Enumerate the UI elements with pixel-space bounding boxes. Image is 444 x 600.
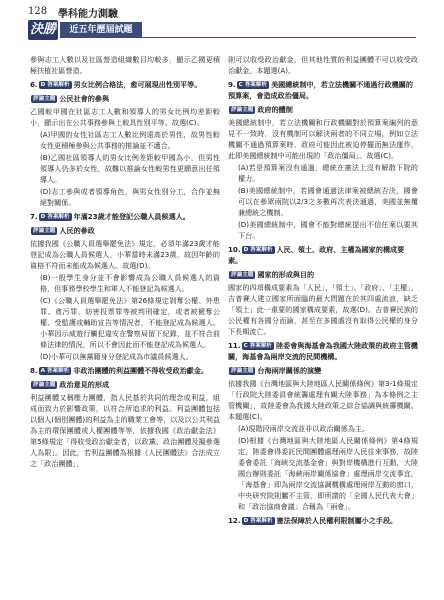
question-summary: 政府的體制: [257, 105, 293, 114]
question-number: 10.: [228, 245, 241, 254]
question-summary: 台海兩岸關係的演變: [257, 366, 322, 375]
answer-badge: 評論主題: [231, 107, 254, 113]
question-heading: [228, 515, 418, 526]
question-summary: 公民社會的參與: [59, 94, 110, 103]
option-explanation: (A)若是預算案沒有通過，總統在憲法上沒有解散下院的權力。: [238, 163, 418, 183]
question-heading: [30, 365, 220, 376]
subject-title: 學科能力測驗: [58, 9, 118, 20]
paragraph: 參與志工人數以及社區營造組織數目均較多，顯示乙國更積極扶植社區營造。: [30, 55, 220, 75]
series-banner: 近五年歷屆試題: [60, 22, 142, 38]
page-number: 128: [28, 6, 48, 17]
question-summary: 人民的參政: [59, 226, 95, 235]
question-heading: [228, 269, 418, 280]
answer-badge: 評論主題: [33, 382, 56, 388]
paragraph: 則可以收受政治獻金，但其他性質的利益團體不可以收受政治獻金。本題選(A)。: [228, 55, 418, 75]
answer-badge: 評論主題: [231, 368, 254, 374]
answer-badge: C 答案解析: [238, 82, 268, 88]
option-explanation: (D)美國總統制中，國會不能對總統提出不信任案以要其下台。: [238, 220, 418, 240]
question-summary: 年滿23歲才能登記公職人員候選人。: [73, 212, 190, 221]
answer-badge: A 答案解析: [40, 368, 70, 374]
answer-badge: 評論主題: [33, 228, 56, 234]
question-summary: 非政治團體的利益團體不得收受政治獻金。: [73, 366, 209, 375]
question-summary: 美國總統制中，若立法機關不通過行政機關的預算案，會造成政治僵局。: [228, 80, 413, 100]
question-heading: [30, 93, 220, 104]
question-heading: [228, 104, 418, 115]
option-explanation: (D)小華可以無黨籍身分登記成為市議員候選人。: [40, 352, 193, 361]
question-heading: [228, 340, 418, 362]
paragraph: 依據我國《公職人員選舉罷免法》規定，必須年滿23歲才能登記成為公職人員候選人，小華當時未滿23歲，故因年齡的資格不符而未能成為候選人。故選(D)。: [30, 239, 220, 270]
option-explanation: (D)根據《台灣地區與大陸地區人民關係條例》第4條規定，陸委會得委託民間團體處理兩岸人民往來事務，故陸委會委託「海峽交流基金會」與對岸機構進行互動，大陸國台辦則委託「海峽兩岸關係協會」處理兩岸交流事宜，「海基會」即為兩岸交流協調機構處理兩岸互動的窗口，中央研究院則屬不主管，即所謂的「全國人民代表大會」和「政治協商會議」合稱為「兩會」。: [238, 436, 418, 511]
question-number: 11.: [228, 341, 241, 350]
question-number: 8.: [30, 366, 38, 375]
answer-badge: D 答案解析: [243, 518, 273, 524]
book-logo: 決勝: [28, 20, 58, 40]
answer-badge: C 答案解析: [243, 343, 273, 349]
question-summary: 國家的形成與目的: [257, 270, 315, 279]
answer-badge: D 答案解析: [243, 247, 273, 253]
option-explanation: (A)現階段兩岸交流並非以政治關係為主。: [238, 424, 369, 433]
paragraph: 乙國較甲國在社區志工人數和領導人的男女比例均差距較小，顯示出在公共事務參與上較具性別平等。故選(C)。: [30, 107, 220, 127]
option-explanation: (A)甲國的女性社區志工人數比例遠高於男性，故男性較女性更積極參與公共事務的推論並不適合。: [40, 130, 220, 150]
option-explanation: (C)《公職人員選舉罷免法》第26條規定剝奪公權、外患罪、貪污罪、妨害投票罪等被判刑確定，或者被褫奪公權、受監護或輔助宣告等情況者，不能登記成為候選人。小華因示威遊行觸犯違安在警察局留下紀錄，並不符合前條法律的情況，所以不會因此而不能登記成為候選人。: [40, 296, 220, 349]
paragraph: 國家的四項構成要素為「人民」、「領土」、「政府」、「主權」，吉普賽人建立國家所面臨的最大問題在於其四處流浪，缺乏「領土」此一重要的國家構成要素，故選(D)。吉普賽民族的公民權有各國分而論，甚至在多國處沒有取得公民權的身分下長期流亡。: [228, 283, 418, 336]
header-rule: [142, 37, 416, 38]
question-heading: [228, 244, 418, 266]
question-summary: 男女比例合格法，愈可展現出性別平等。: [73, 80, 202, 89]
question-summary: 政治意見的形成: [59, 380, 110, 389]
question-number: 7.: [30, 212, 38, 221]
answer-badge: 評論主題: [231, 272, 254, 278]
paragraph: 依據我國《台灣地區與大陸地區人民關係條例》第3-1條規定「行政院大陸委員會統籌處理有關大陸事務」為本條例之主管機關」，故陸委會為我國大陸政策之綜合協調與統籌機關。本題選(C)。: [228, 379, 418, 421]
answer-badge: 評論主題: [33, 96, 56, 102]
question-heading: [30, 79, 220, 90]
question-number: 6.: [30, 80, 38, 89]
paragraph: 利益團體又稱壓力團體，指人民基於共同的理念或利益，組成而致力於影響政策，以符合所追求的利益。利益團體包括以個人(個別團體)的利益為主的職業工會等，以及以公共利益為主的環保團體或人權團體等等，依據我國《政治獻金法》第5條規定「得收受政治獻金者，以政黨、政治團體及擬參選人為限」。因此，若利益團體為根據《人民團體法》合法成立之「政治團體」，: [30, 393, 220, 468]
question-heading: [228, 79, 418, 101]
page-header: [0, 0, 444, 46]
question-summary: 憲法保障於人民權利限制屬小之手段。: [276, 516, 398, 525]
paragraph: 美國總統制中，若立法機關和行政機關對於預算案編列的意見不一致時，沒有機制可以解決兩者的不同立場，例如立法機關不通過預算案時，政府可能因此被迫停擺而無法運作，此即美國總統制中可能出現的「政治僵局」。故選(C)。: [228, 118, 418, 160]
option-explanation: (D)志工參與或者領導角色，與男女性別分工，合作並無絕對關係。: [40, 187, 220, 207]
option-explanation: (B)一般學生身分並不會影響成為公職人員候選人的資格，但事務學校學生和軍人不能登記為候選人。: [40, 273, 220, 293]
question-heading: [30, 225, 220, 236]
right-column: [228, 54, 418, 528]
answer-badge: D 答案解析: [40, 214, 70, 220]
option-explanation: (B)乙國社區領導人的男女比例差距較甲國為小，但男性領導人仍多於女性，故難以推論女性較男性更願意出任領導人。: [40, 153, 220, 184]
question-summary: 陸委會與海基會為我國大陸政策的政府主管機關，海基會為兩岸交流的民間機構。: [228, 341, 418, 361]
question-heading: [228, 365, 418, 376]
question-heading: [30, 211, 220, 222]
question-heading: [30, 379, 220, 390]
question-summary: 人民、領土、政府、主權為國家的構成要素。: [228, 245, 405, 265]
left-column: [30, 54, 220, 470]
question-number: 12.: [228, 516, 241, 525]
answer-badge: D 答案解析: [40, 82, 70, 88]
question-number: 9.: [228, 80, 236, 89]
option-explanation: (B)美國總統制中，若國會通過法律案被總統否決，國會可以在參眾兩院以2/3之多數再次表決通過，美國並無覆兼總統之機制。: [238, 186, 418, 217]
